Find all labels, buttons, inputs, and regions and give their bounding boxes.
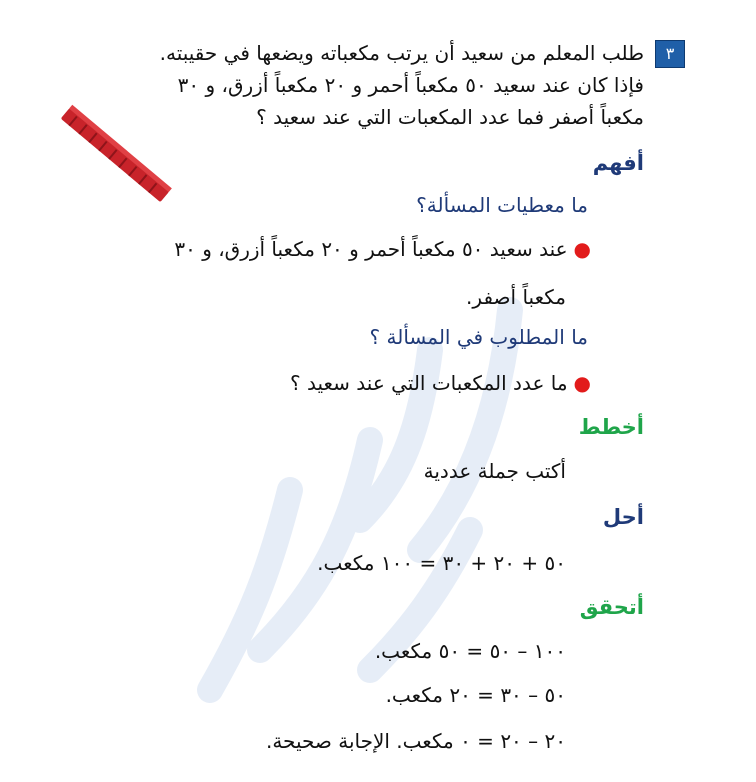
understand-heading: أفهم (592, 151, 644, 175)
plan-text: أكتب جملة عددية (423, 459, 566, 483)
check-line-1: ١٠٠ – ٥٠ = ٥٠ مكعب. (374, 639, 566, 663)
given-line-2: مكعباً أصفر. (466, 285, 566, 309)
question-line-2: فإذا كان عند سعيد ٥٠ مكعباً أحمر و ٢٠ مكعباً أزرق، و ٣٠ (177, 73, 644, 97)
question-line-1: طلب المعلم من سعيد أن يرتب مكعباته ويضعها في حقيبته. (159, 41, 644, 65)
bullet-icon: ● (573, 371, 591, 395)
required-answer: ●ما عدد المكعبات التي عند سعيد ؟ (290, 371, 591, 395)
check-line-2: ٥٠ – ٣٠ = ٢٠ مكعب. (385, 683, 566, 707)
question-number-badge: ٣ (655, 40, 685, 68)
solve-equation: ٥٠ + ٢٠ + ٣٠ = ١٠٠ مكعب. (317, 551, 566, 575)
plan-heading: أخطط (578, 415, 644, 439)
cube-rod-image (55, 100, 175, 210)
check-line-3: ٢٠ – ٢٠ = ٠ مكعب. الإجابة صحيحة. (265, 729, 566, 753)
solve-heading: أحل (602, 505, 644, 529)
required-question: ما المطلوب في المسألة ؟ (369, 325, 588, 349)
given-question: ما معطيات المسألة؟ (416, 193, 588, 217)
bullet-icon: ● (573, 237, 591, 261)
given-line-1: ●عند سعيد ٥٠ مكعباً أحمر و ٢٠ مكعباً أزرق، و ٣٠ (174, 237, 591, 261)
check-heading: أتحقق (579, 595, 644, 619)
question-line-3: مكعباً أصفر فما عدد المكعبات التي عند سعيد ؟ (256, 105, 644, 129)
